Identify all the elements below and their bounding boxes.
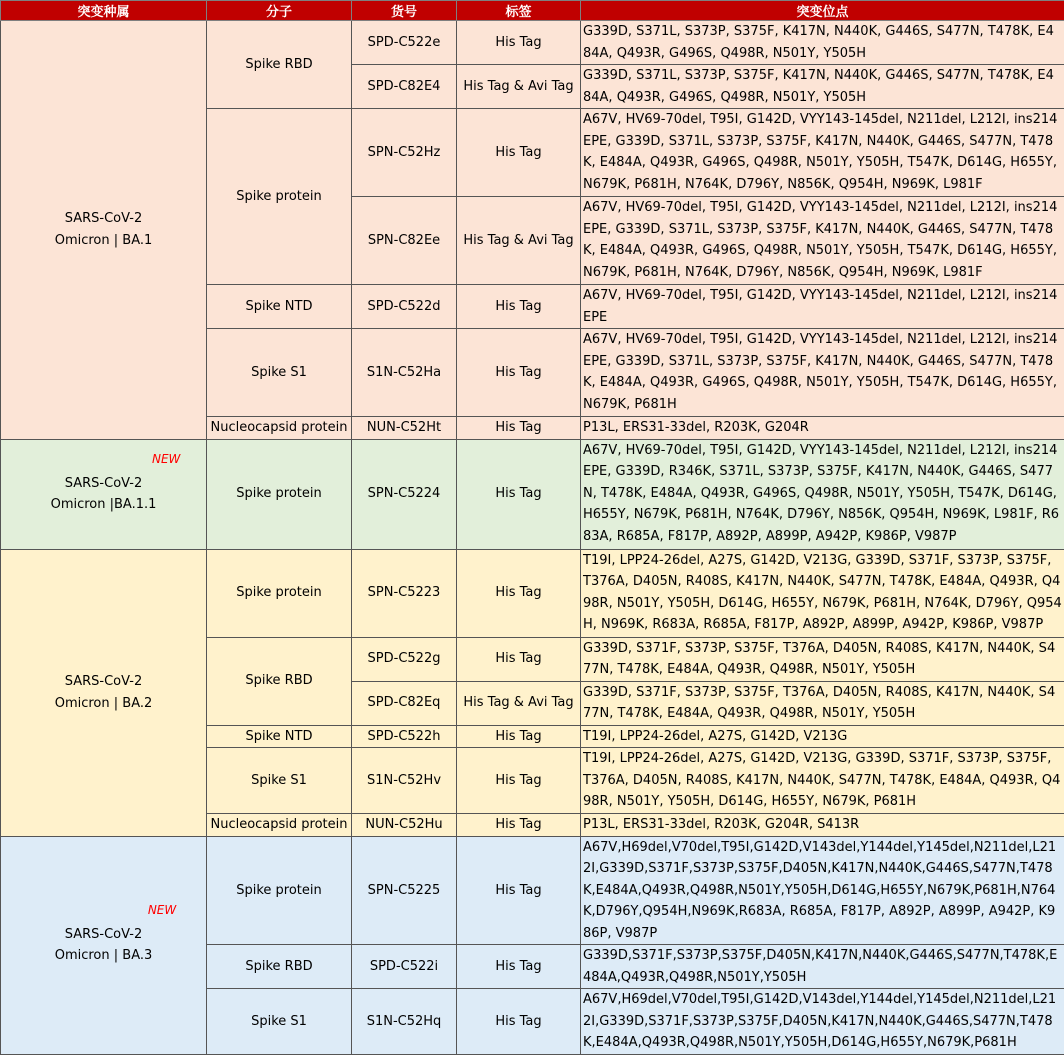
molecule-cell: Nucleocapsid protein <box>207 814 352 837</box>
mutation-sites-cell: A67V, HV69-70del, T95I, G142D, VYY143-145del, N211del, L212I, ins214EPE, G339D, R346K, S371L, S373P, S375F, K417N, N440K, G446S, S477N, T478K, E484A, Q493R, G496S, Q498R, N501Y, Y505H, T547K, D614G, H655Y, N679K, P681H, N764K, D796Y, N856K, Q954H, N969K, L981F, R683A, R685A, F817P, A892P, A899P, A942P, K986P, V987P <box>581 439 1064 549</box>
molecule-cell: Spike S1 <box>207 748 352 814</box>
molecule-cell: Spike NTD <box>207 725 352 748</box>
tag-cell: His Tag <box>457 21 581 65</box>
mutation-sites-cell: G339D, S371L, S373P, S375F, K417N, N440K, G446S, S477N, T478K, E484A, Q493R, G496S, Q498R, N501Y, Y505H <box>581 21 1064 65</box>
table-row <box>1 549 1064 637</box>
molecule-cell: Spike S1 <box>207 329 352 417</box>
molecule-cell: Spike protein <box>207 549 352 637</box>
cat-no-cell: S1N-C52Hv <box>352 748 457 814</box>
mutation-sites-cell: T19I, LPP24-26del, A27S, G142D, V213G <box>581 725 1064 748</box>
tag-cell: His Tag <box>457 725 581 748</box>
species-variant: Omicron | BA.2 <box>55 696 153 711</box>
tag-cell: His Tag <box>457 109 581 197</box>
mutation-sites-cell: A67V,H69del,V70del,T95I,G142D,V143del,Y144del,Y145del,N211del,L212I,G339D,S371F,S373P,S375F,D405N,K417N,N440K,G446S,S477N,T478K,E484A,Q493R,Q498R,N501Y,Y505H,D614G,H655Y,N679K,P681H,N764K,D796Y,Q954H,N969K,R683A, R685A, F817P, A892P, A899P, A942P, K986P, V987P <box>581 836 1064 945</box>
header-sites: 突变位点 <box>581 1 1064 21</box>
mutation-sites-cell: A67V, HV69-70del, T95I, G142D, VYY143-145del, N211del, L212I, ins214EPE, G339D, S371L, S373P, S375F, K417N, N440K, G446S, S477N, T478K, E484A, Q493R, G496S, Q498R, N501Y, Y505H, T547K, D614G, H655Y, N679K, P681H, N764K, D796Y, N856K, Q954H, N969K, L981F <box>581 109 1064 197</box>
cat-no-cell: SPD-C522h <box>352 725 457 748</box>
mutation-sites-cell: G339D, S371F, S373P, S375F, T376A, D405N, R408S, K417N, N440K, S477N, T478K, E484A, Q493R, Q498R, N501Y, Y505H <box>581 681 1064 725</box>
cat-no-cell: NUN-C52Hu <box>352 814 457 837</box>
mutation-sites-cell: P13L, ERS31-33del, R203K, G204R, S413R <box>581 814 1064 837</box>
tag-cell: His Tag <box>457 836 581 945</box>
cat-no-cell: SPN-C52Hz <box>352 109 457 197</box>
cat-no-cell: SPD-C522e <box>352 21 457 65</box>
molecule-cell: Spike RBD <box>207 637 352 725</box>
cat-no-cell: S1N-C52Ha <box>352 329 457 417</box>
species-name: SARS-CoV-2 <box>65 476 143 491</box>
molecule-cell: Spike S1 <box>207 989 352 1055</box>
molecule-cell: Spike NTD <box>207 285 352 329</box>
species-variant: Omicron |BA.1.1 <box>51 497 157 512</box>
mutation-sites-cell: A67V, HV69-70del, T95I, G142D, VYY143-145del, N211del, L212I, ins214EPE <box>581 285 1064 329</box>
species-name: SARS-CoV-2 <box>65 211 143 226</box>
cat-no-cell: SPD-C82Eq <box>352 681 457 725</box>
cat-no-cell: SPD-C522g <box>352 637 457 681</box>
species-label <box>51 473 157 516</box>
species-variant: Omicron | BA.3 <box>55 948 153 963</box>
species-name: SARS-CoV-2 <box>65 927 143 942</box>
tag-cell: His Tag <box>457 549 581 637</box>
tag-cell: His Tag <box>457 637 581 681</box>
species-label <box>55 671 153 714</box>
mutation-sites-cell: T19I, LPP24-26del, A27S, G142D, V213G, G339D, S371F, S373P, S375F, T376A, D405N, R408S, K417N, N440K, S477N, T478K, E484A, Q493R, Q498R, N501Y, Y505H, D614G, H655Y, N679K, P681H <box>581 748 1064 814</box>
molecule-cell: Spike protein <box>207 109 352 285</box>
new-badge: NEW <box>152 452 180 466</box>
mutation-sites-cell: P13L, ERS31-33del, R203K, G204R <box>581 417 1064 440</box>
cat-no-cell: SPN-C5223 <box>352 549 457 637</box>
table-body <box>1 21 1064 1055</box>
tag-cell: His Tag <box>457 748 581 814</box>
tag-cell: His Tag & Avi Tag <box>457 197 581 285</box>
header-cat-no: 货号 <box>352 1 457 21</box>
molecule-cell: Spike protein <box>207 836 352 945</box>
cat-no-cell: SPD-C522i <box>352 945 457 989</box>
cat-no-cell: NUN-C52Ht <box>352 417 457 440</box>
species-cell <box>1 439 207 549</box>
mutation-sites-cell: G339D, S371F, S373P, S375F, T376A, D405N, R408S, K417N, N440K, S477N, T478K, E484A, Q493R, Q498R, N501Y, Y505H <box>581 637 1064 681</box>
mutation-sites-cell: G339D,S371F,S373P,S375F,D405N,K417N,N440K,G446S,S477N,T478K,E484A,Q493R,Q498R,N501Y,Y505H <box>581 945 1064 989</box>
cat-no-cell: SPN-C82Ee <box>352 197 457 285</box>
species-variant: Omicron | BA.1 <box>55 233 153 248</box>
mutation-sites-cell: T19I, LPP24-26del, A27S, G142D, V213G, G339D, S371F, S373P, S375F, T376A, D405N, R408S, K417N, N440K, S477N, T478K, E484A, Q493R, Q498R, N501Y, Y505H, D614G, H655Y, N679K, P681H, N764K, D796Y, Q954H, N969K, R683A, R685A, F817P, A892P, A899P, A942P, K986P, V987P <box>581 549 1064 637</box>
tag-cell: His Tag <box>457 417 581 440</box>
tag-cell: His Tag & Avi Tag <box>457 65 581 109</box>
new-badge: NEW <box>148 903 176 917</box>
header-species: 突变种属 <box>1 1 207 21</box>
species-cell <box>1 21 207 440</box>
cat-no-cell: SPN-C5225 <box>352 836 457 945</box>
mutation-sites-cell: A67V, HV69-70del, T95I, G142D, VYY143-145del, N211del, L212I, ins214EPE, G339D, S371L, S373P, S375F, K417N, N440K, G446S, S477N, T478K, E484A, Q493R, G496S, Q498R, N501Y, Y505H, T547K, D614G, H655Y, N679K, P681H <box>581 329 1064 417</box>
header-molecule: 分子 <box>207 1 352 21</box>
mutation-sites-cell: A67V, HV69-70del, T95I, G142D, VYY143-145del, N211del, L212I, ins214EPE, G339D, S371L, S373P, S375F, K417N, N440K, G446S, S477N, T478K, E484A, Q493R, G496S, Q498R, N501Y, Y505H, T547K, D614G, H655Y, N679K, P681H, N764K, D796Y, N856K, Q954H, N969K, L981F <box>581 197 1064 285</box>
molecule-cell: Nucleocapsid protein <box>207 417 352 440</box>
table-row <box>1 836 1064 945</box>
species-name: SARS-CoV-2 <box>65 674 143 689</box>
molecule-cell: Spike protein <box>207 439 352 549</box>
table-row <box>1 439 1064 549</box>
header-row <box>1 1 1064 21</box>
molecule-cell: Spike RBD <box>207 21 352 109</box>
tag-cell: His Tag <box>457 945 581 989</box>
tag-cell: His Tag <box>457 285 581 329</box>
species-cell <box>1 836 207 1055</box>
cat-no-cell: SPN-C5224 <box>352 439 457 549</box>
tag-cell: His Tag <box>457 814 581 837</box>
species-cell <box>1 549 207 836</box>
mutation-sites-cell: G339D, S371L, S373P, S375F, K417N, N440K, G446S, S477N, T478K, E484A, Q493R, G496S, Q498R, N501Y, Y505H <box>581 65 1064 109</box>
species-label <box>55 208 153 251</box>
cat-no-cell: S1N-C52Hq <box>352 989 457 1055</box>
table-row <box>1 21 1064 65</box>
tag-cell: His Tag <box>457 439 581 549</box>
header-tag: 标签 <box>457 1 581 21</box>
cat-no-cell: SPD-C82E4 <box>352 65 457 109</box>
tag-cell: His Tag <box>457 329 581 417</box>
mutation-sites-cell: A67V,H69del,V70del,T95I,G142D,V143del,Y144del,Y145del,N211del,L212I,G339D,S371F,S373P,S375F,D405N,K417N,N440K,G446S,S477N,T478K,E484A,Q493R,Q498R,N501Y,Y505H,D614G,H655Y,N679K,P681H <box>581 989 1064 1055</box>
molecule-cell: Spike RBD <box>207 945 352 989</box>
tag-cell: His Tag & Avi Tag <box>457 681 581 725</box>
tag-cell: His Tag <box>457 989 581 1055</box>
cat-no-cell: SPD-C522d <box>352 285 457 329</box>
species-label <box>55 924 153 967</box>
